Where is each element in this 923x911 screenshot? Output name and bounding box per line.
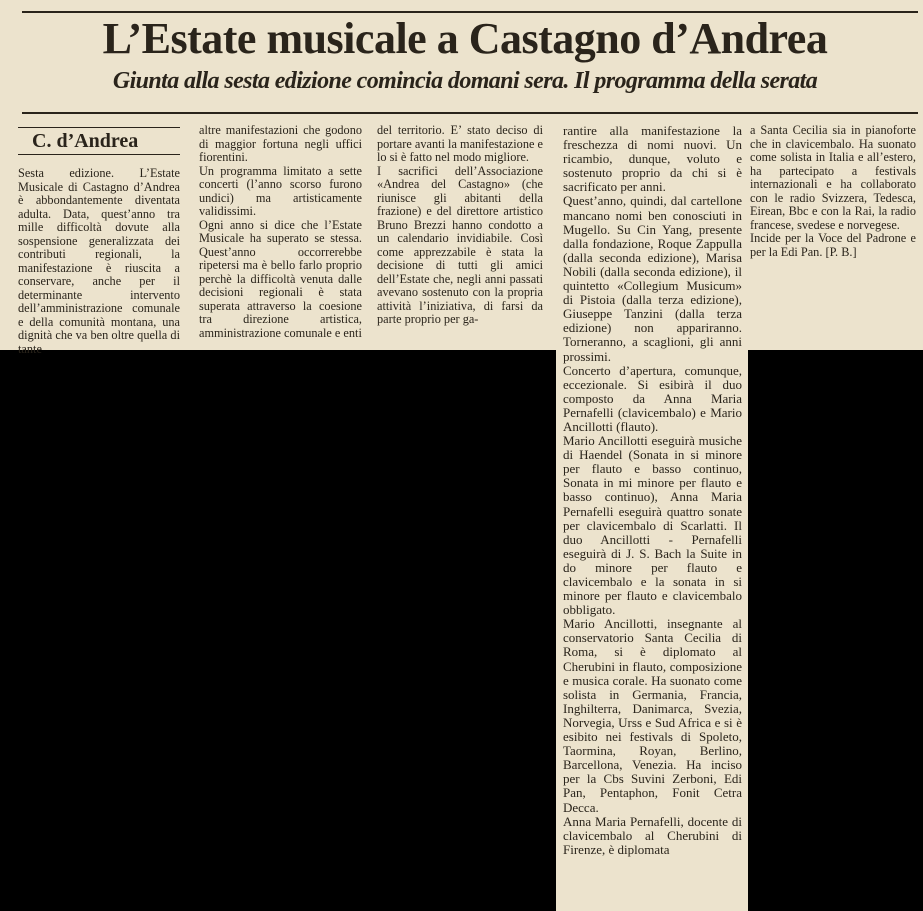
article-column-2 xyxy=(199,124,362,340)
paragraph: Un programma limitato a sette concerti (l’anno scorso furono undici) ma artisticamente validissimi. xyxy=(199,163,362,218)
paragraph: Mario Ancillotti eseguirà musiche di Haendel (Sonata in si minore per flauto e basso continuo, Sonata in mi minore per flauto e basso continuo), Anna Maria Pernafelli eseguirà quattro sonate per clavicembalo di Scarlatti. Il duo Ancillotti - Pernafelli eseguirà di J. S. Bach la Suite in do minore per flauto e clavicembalo e la sonata in si minore per flauto e clavicembalo obbligato. xyxy=(563,433,742,618)
paragraph: Incide per la Voce del Padrone e per la Edi Pan. [P. B.] xyxy=(750,231,916,259)
paragraph: Quest’anno, quindi, dal cartellone mancano nomi ben conosciuti in Mugello. Su Cin Yang, presente dalla fondazione, Roque Zappulla (dalla seconda edizione), Marisa Nobili (dalla seconda edizione), il quintetto «Collegium Musicum» di Pistoia (dalla terza edizione), Giuseppe Tanzini (dalla terza edizione) non appariranno. Torneranno, a scaglioni, gli anni prossimi. xyxy=(563,193,742,364)
article-headline: L’Estate musicale a Castagno d’Andrea xyxy=(102,14,828,63)
paragraph: altre manifestazioni che godono di maggior fortuna negli uffici fiorentini. xyxy=(199,123,362,164)
paragraph: I sacrifici dell’Associazione «Andrea del Castagno» (che riunisce gli abitanti della frazione) e del direttore artistico Bruno Brezzi hanno condotto a un calendario invidiabile. Così come apprezzabile è stata la decisione di tutti gli amici dell’Estate che, negli anni passati avevano sostenuto con la propria attività l’iniziativa, di farsi da parte proprio per ga- xyxy=(377,163,543,326)
paragraph: Mario Ancillotti, insegnante al conservatorio Santa Cecilia di Roma, si è diplomato al Cherubini in flauto, composizione e musica corale. Ha suonato come solista in Germania, Francia, Inghilterra, Danimarca, Svezia, Norvegia, Urss e Sud Africa e si è esibito nei festivals di Spoleto, Taormina, Royan, Berlino, Barcellona, Venezia. Ha inciso per la Cbs Suvini Zerboni, Edi Pan, Pentaphon, Fonit Cetra Decca. xyxy=(563,616,742,815)
paragraph: Concerto d’apertura, comunque, eccezionale. Si esibirà il duo composto da Anna Maria Pernafelli (clavicembalo) e Mario Ancillotti (flauto). xyxy=(563,362,742,434)
top-rule xyxy=(22,11,918,13)
article-column-1 xyxy=(18,167,180,356)
headline-rule xyxy=(22,112,918,114)
paragraph: Sesta edizione. L’Estate Musicale di Castagno d’Andrea è abbondantemente diventata adulta. Data, quest’anno tra mille difficoltà dovute alla sospensione generalizzata dei contributi regionali, la manifestazione è riuscita a conservare, anche per il determinante intervento dell’amministrazione comunale e della comunità montana, una dignità che va ben oltre quella di tante xyxy=(18,166,180,356)
article-subheadline: Giunta alla sesta edizione comincia domani sera. Il programma della serata xyxy=(112,68,818,94)
paragraph: del territorio. E’ stato deciso di portare avanti la manifestazione e lo si è fatto nel modo migliore. xyxy=(377,123,543,164)
paragraph: Anna Maria Pernafelli, docente di clavicembalo al Cherubini di Firenze, è diplomata xyxy=(563,813,742,857)
paragraph: rantire alla manifestazione la freschezza di nomi nuovi. Un ricambio, dunque, voluto e sostenuto proprio da chi si è sacrificato per anni. xyxy=(563,123,742,195)
article-column-3 xyxy=(377,124,543,327)
article-column-5 xyxy=(750,124,916,259)
paragraph: a Santa Cecilia sia in pianoforte che in clavicembalo. Ha suonato come solista in Italia e all’estero, ha partecipato a festivals internazionali e ha collaborato con le radio Svizzera, Tedesca, Eirean, Bbc e con la Rai, la radio francese, svedese e norvegese. xyxy=(750,123,916,232)
byline: C. d’Andrea xyxy=(32,130,139,152)
article-column-4 xyxy=(563,124,742,857)
byline-box xyxy=(18,127,180,155)
paragraph: Ogni anno si dice che l’Estate Musicale ha superato se stessa. Quest’anno occorrerebbe ripetersi ma è bello farlo proprio perchè la difficoltà venuta dalle decisioni regionali è stata superata attraverso la coesione tra direzione artistica, amministrazione comunale e enti xyxy=(199,217,362,340)
